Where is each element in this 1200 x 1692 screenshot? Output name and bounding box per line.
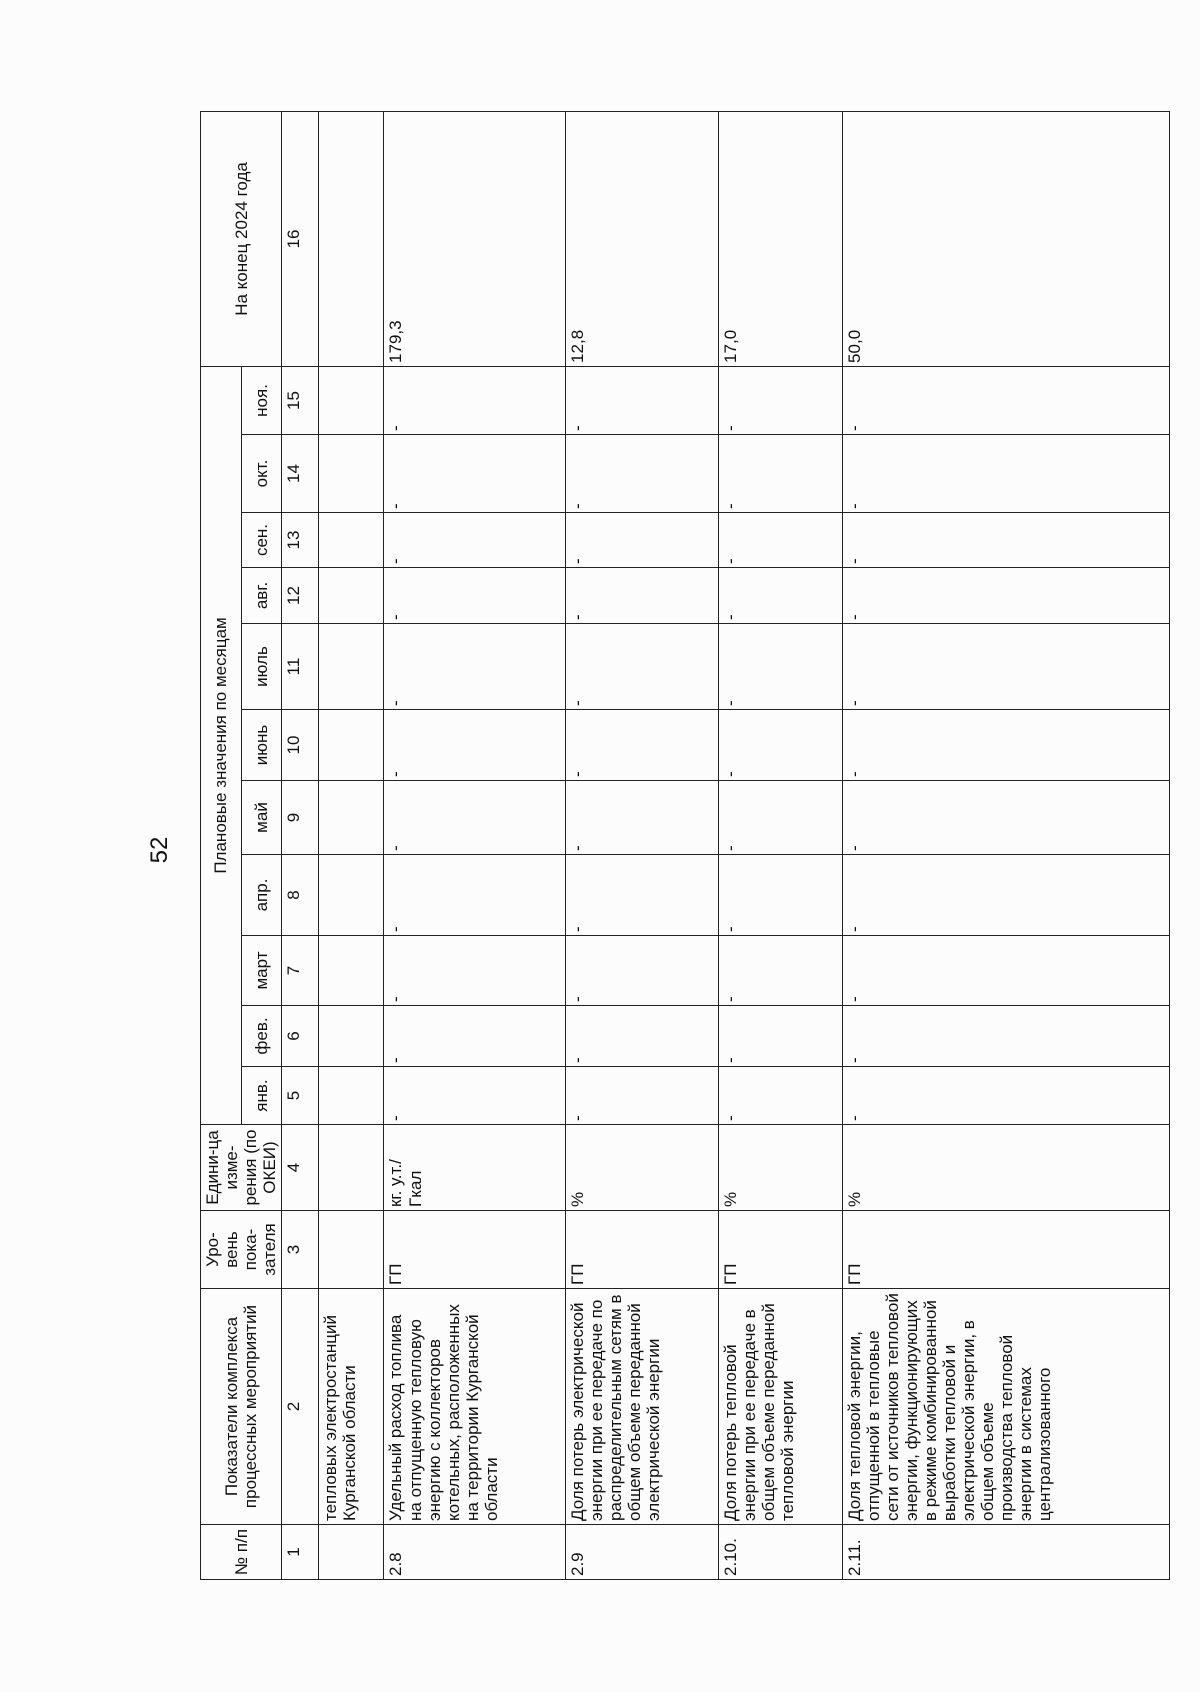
end-of-year-value: 50,0 [842, 111, 1169, 366]
table-row [566, 111, 719, 1579]
month-value: - [719, 366, 843, 434]
cell-empty [318, 513, 384, 568]
month-value: - [719, 1006, 843, 1067]
month-value: - [384, 624, 566, 710]
month-value: - [566, 855, 719, 936]
table-row [842, 111, 1169, 1579]
month-value: - [384, 1067, 566, 1125]
column-number: 11 [282, 624, 319, 710]
table-container [200, 112, 1137, 1580]
cell-empty [318, 624, 384, 710]
month-value: - [842, 936, 1169, 1006]
table-row [384, 111, 566, 1579]
month-value: - [566, 781, 719, 855]
indicator-cell: Удельный расход топлива на отпущенную тепловую энергию с коллекторов котельных, расположенных на территории Курганской области [384, 1289, 566, 1525]
month-value: - [842, 513, 1169, 568]
indicator-cell: Доля потерь электрической энергии при ее передаче по распределительным сетям в общем объеме переданной электрической энергии [566, 1289, 719, 1525]
header-level: Уро-вень пока-зателя [201, 1211, 282, 1289]
table-row [719, 111, 843, 1579]
month-value: - [842, 435, 1169, 513]
indicator-cell: тепловых электростанций Курганской области [318, 1289, 384, 1525]
row-number: 2.10. [719, 1525, 843, 1580]
month-value: - [842, 855, 1169, 936]
column-number: 2 [282, 1289, 319, 1525]
header-month: июнь [241, 710, 282, 781]
column-number: 5 [282, 1067, 319, 1125]
level-cell: ГП [566, 1211, 719, 1289]
month-value: - [719, 624, 843, 710]
unit-cell: % [566, 1125, 719, 1211]
month-value: - [842, 1006, 1169, 1067]
month-value: - [566, 513, 719, 568]
column-number: 10 [282, 710, 319, 781]
plan-table [200, 111, 1170, 1580]
unit-cell: % [842, 1125, 1169, 1211]
month-value: - [719, 1067, 843, 1125]
cell-empty [318, 710, 384, 781]
month-value: - [842, 568, 1169, 624]
level-cell: ГП [842, 1211, 1169, 1289]
month-value: - [384, 855, 566, 936]
end-of-year-value: 12,8 [566, 111, 719, 366]
cell-empty [318, 936, 384, 1006]
month-value: - [719, 435, 843, 513]
header-month: янв. [241, 1067, 282, 1125]
month-value: - [566, 568, 719, 624]
level-cell: ГП [719, 1211, 843, 1289]
header-month: окт. [241, 435, 282, 513]
column-number: 7 [282, 936, 319, 1006]
header-unit: Едини-ца изме-рения (по ОКЕИ) [201, 1125, 282, 1211]
row-number: 2.8 [384, 1525, 566, 1580]
cell-empty [318, 1525, 384, 1580]
header-month: фев. [241, 1006, 282, 1067]
cell-empty [318, 855, 384, 936]
month-value: - [842, 1067, 1169, 1125]
row-number: 2.11. [842, 1525, 1169, 1580]
unit-cell: кг. у.т./ Гкал [384, 1125, 566, 1211]
continuation-row [318, 111, 384, 1579]
month-value: - [384, 936, 566, 1006]
month-value: - [719, 936, 843, 1006]
header-indicator: Показатели комплекса процессных мероприятий [201, 1289, 282, 1525]
month-value: - [566, 1006, 719, 1067]
month-value: - [842, 781, 1169, 855]
level-cell: ГП [384, 1211, 566, 1289]
end-of-year-value: 17,0 [719, 111, 843, 366]
column-number: 16 [282, 111, 319, 366]
header-num: № п/п [201, 1525, 282, 1580]
column-number: 3 [282, 1211, 319, 1289]
month-value: - [566, 710, 719, 781]
page-number: 52 [146, 836, 173, 864]
header-month: авг. [241, 568, 282, 624]
column-number: 12 [282, 568, 319, 624]
month-value: - [384, 435, 566, 513]
month-value: - [719, 513, 843, 568]
header-end-of-year: На конец 2024 года [201, 111, 282, 366]
month-value: - [566, 435, 719, 513]
month-value: - [842, 710, 1169, 781]
month-value: - [842, 624, 1169, 710]
header-plan-group: Плановые значения по месяцам [201, 366, 242, 1124]
cell-empty [318, 1006, 384, 1067]
column-number: 15 [282, 366, 319, 434]
column-number: 8 [282, 855, 319, 936]
cell-empty [318, 366, 384, 434]
month-value: - [384, 513, 566, 568]
header-month: март [241, 936, 282, 1006]
header-month: сен. [241, 513, 282, 568]
cell-empty [318, 111, 384, 366]
cell-empty [318, 435, 384, 513]
month-value: - [566, 936, 719, 1006]
column-number-row [282, 111, 319, 1579]
row-number: 2.9 [566, 1525, 719, 1580]
month-value: - [719, 781, 843, 855]
header-month: ноя. [241, 366, 282, 434]
month-value: - [384, 710, 566, 781]
indicator-cell: Доля тепловой энергии, отпущенной в тепловые сети от источников тепловой энергии, функционирующих в режиме комбинированной выработки тепловой и электрической энергии, в общем объеме производства тепловой энергии в системах централизованного [842, 1289, 1169, 1525]
column-number: 1 [282, 1525, 319, 1580]
month-value: - [719, 568, 843, 624]
cell-empty [318, 781, 384, 855]
month-value: - [566, 366, 719, 434]
month-value: - [566, 1067, 719, 1125]
indicator-cell: Доля потерь тепловой энергии при ее передаче в общем объеме переданной тепловой энергии [719, 1289, 843, 1525]
column-number: 13 [282, 513, 319, 568]
header-month: апр. [241, 855, 282, 936]
header-month: май [241, 781, 282, 855]
month-value: - [384, 1006, 566, 1067]
month-value: - [719, 855, 843, 936]
month-value: - [566, 624, 719, 710]
month-value: - [719, 710, 843, 781]
header-month: июль [241, 624, 282, 710]
column-number: 6 [282, 1006, 319, 1067]
cell-empty [318, 1211, 384, 1289]
month-value: - [384, 781, 566, 855]
column-number: 9 [282, 781, 319, 855]
cell-empty [318, 1067, 384, 1125]
column-number: 14 [282, 435, 319, 513]
month-value: - [842, 366, 1169, 434]
header-row-1 [201, 111, 242, 1579]
month-value: - [384, 366, 566, 434]
end-of-year-value: 179,3 [384, 111, 566, 366]
cell-empty [318, 1125, 384, 1211]
unit-cell: % [719, 1125, 843, 1211]
cell-empty [318, 568, 384, 624]
column-number: 4 [282, 1125, 319, 1211]
month-value: - [384, 568, 566, 624]
